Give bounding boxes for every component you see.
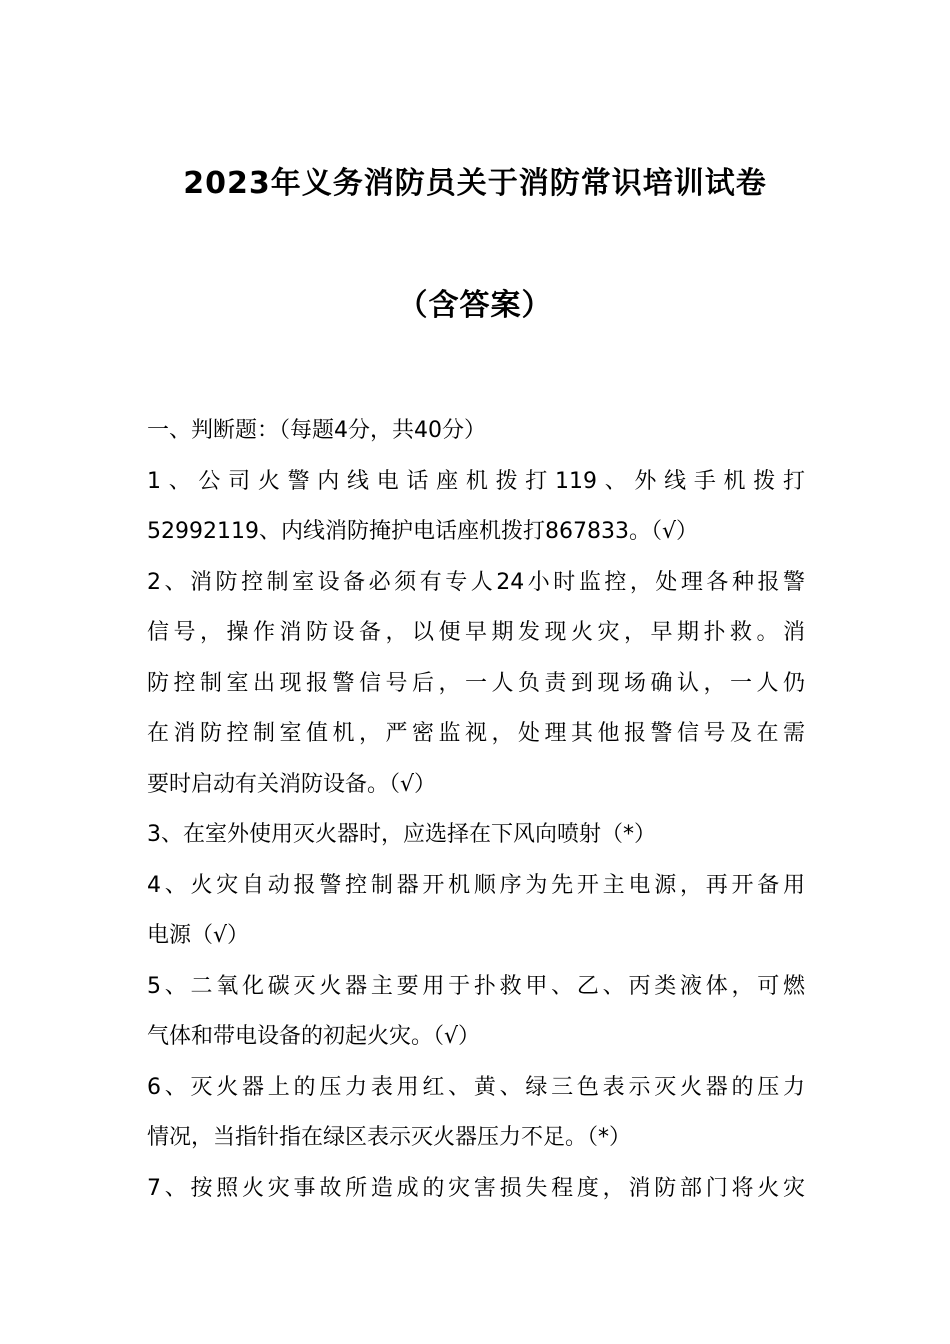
question-line: 5、二氧化碳灭火器主要用于扑救甲、乙、丙类液体，可燃: [147, 973, 805, 999]
question-line: 在消防控制室值机，严密监视，处理其他报警信号及在需: [147, 721, 805, 746]
question-line: 6、灭火器上的压力表用红、黄、绿三色表示灭火器的压力: [147, 1074, 805, 1100]
document-body: [147, 406, 805, 1214]
question-line: 气体和带电设备的初起火灾。（√）: [147, 1024, 481, 1049]
question-line: 1、公司火警内线电话座机拨打119、外线手机拨打: [147, 468, 805, 494]
document-subtitle: （含答案）: [397, 288, 553, 323]
question-line: 4、火灾自动报警控制器开机顺序为先开主电源，再开备用: [147, 872, 805, 898]
question-line: 3、在室外使用灭火器时，应选择在下风向喷射（*）: [147, 822, 656, 847]
question-line: 7、按照火灾事故所造成的灾害损失程度，消防部门将火灾: [147, 1175, 805, 1201]
question-line: 电源（√）: [147, 923, 250, 948]
question-line: 要时启动有关消防设备。（√）: [147, 771, 437, 797]
section-heading: 一、判断题：（每题4分，共40分）: [147, 418, 486, 443]
question-line: 52992119、内线消防掩护电话座机拨打867833。（√）: [147, 519, 698, 544]
document-title: 2023年义务消防员关于消防常识培训试卷: [183, 166, 767, 201]
question-line: 防控制室出现报警信号后，一人负责到现场确认，一人仍: [147, 670, 805, 696]
question-line: 2、消防控制室设备必须有专人24小时监控，处理各种报警: [147, 569, 805, 595]
question-line: 信号，操作消防设备，以便早期发现火灾，早期扑救。消: [147, 620, 805, 645]
question-line: 情况，当指针指在绿区表示灭火器压力不足。（*）: [147, 1125, 632, 1150]
